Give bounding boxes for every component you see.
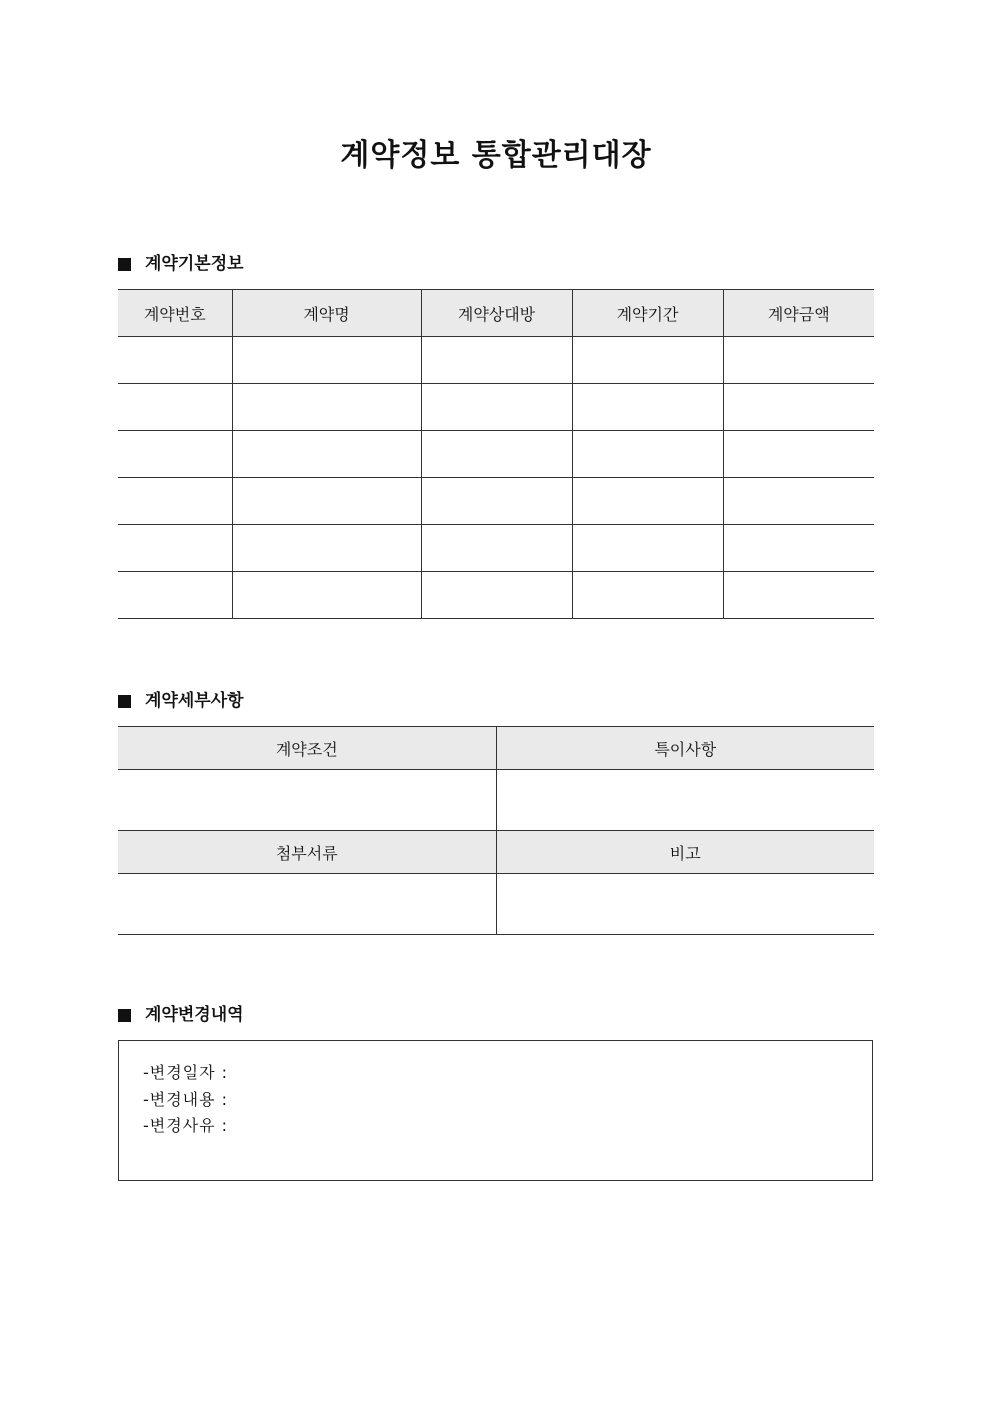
table-cell[interactable] xyxy=(232,337,421,384)
table-cell[interactable] xyxy=(723,478,874,525)
table-cell[interactable] xyxy=(723,431,874,478)
table-cell[interactable] xyxy=(421,431,572,478)
column-header-contract-period: 계약기간 xyxy=(572,290,723,337)
table-cell[interactable] xyxy=(572,478,723,525)
change-content-line: -변경내용 : xyxy=(143,1089,229,1109)
remarks-cell[interactable] xyxy=(496,874,874,935)
column-header-contract-number: 계약번호 xyxy=(118,290,232,337)
table-cell[interactable] xyxy=(232,384,421,431)
table-row xyxy=(118,431,874,478)
header-special-notes: 특이사항 xyxy=(496,727,874,770)
table-cell[interactable] xyxy=(421,478,572,525)
table-cell[interactable] xyxy=(421,572,572,619)
table-header-row xyxy=(118,831,874,874)
table-cell[interactable] xyxy=(421,337,572,384)
table-cell[interactable] xyxy=(232,478,421,525)
section-heading-label: 계약변경내역 xyxy=(145,1005,244,1025)
page-title: 계약정보 통합관리대장 xyxy=(340,138,652,173)
column-header-counterparty: 계약상대방 xyxy=(421,290,572,337)
table-cell[interactable] xyxy=(118,384,232,431)
header-attachments: 첨부서류 xyxy=(118,831,496,874)
table-row xyxy=(118,874,874,935)
table-cell[interactable] xyxy=(118,337,232,384)
contract-conditions-cell[interactable] xyxy=(118,770,496,831)
attachments-cell[interactable] xyxy=(118,874,496,935)
section-heading-change-history xyxy=(118,1003,244,1027)
table-cell[interactable] xyxy=(572,337,723,384)
table-cell[interactable] xyxy=(572,384,723,431)
details-table xyxy=(118,726,874,935)
table-row xyxy=(118,478,874,525)
table-header-row xyxy=(118,290,874,337)
table-header-row xyxy=(118,727,874,770)
column-header-contract-name: 계약명 xyxy=(232,290,421,337)
table-cell[interactable] xyxy=(118,525,232,572)
table-cell[interactable] xyxy=(118,572,232,619)
table-cell[interactable] xyxy=(572,572,723,619)
header-remarks: 비고 xyxy=(496,831,874,874)
table-cell[interactable] xyxy=(723,572,874,619)
section-heading-basic-info xyxy=(118,252,244,276)
table-cell[interactable] xyxy=(572,525,723,572)
special-notes-cell[interactable] xyxy=(496,770,874,831)
change-history-box[interactable] xyxy=(118,1040,873,1181)
black-square-icon xyxy=(118,1009,131,1022)
table-cell[interactable] xyxy=(232,572,421,619)
section-heading-label: 계약기본정보 xyxy=(145,254,244,274)
table-cell[interactable] xyxy=(232,525,421,572)
column-header-contract-amount: 계약금액 xyxy=(723,290,874,337)
table-cell[interactable] xyxy=(232,431,421,478)
section-heading-details xyxy=(118,689,244,713)
table-cell[interactable] xyxy=(421,525,572,572)
black-square-icon xyxy=(118,258,131,271)
table-cell[interactable] xyxy=(723,525,874,572)
table-cell[interactable] xyxy=(421,384,572,431)
black-square-icon xyxy=(118,695,131,708)
table-cell[interactable] xyxy=(723,337,874,384)
table-row xyxy=(118,770,874,831)
basic-info-table xyxy=(118,289,874,619)
table-row xyxy=(118,525,874,572)
table-cell[interactable] xyxy=(118,478,232,525)
table-cell[interactable] xyxy=(572,431,723,478)
change-reason-line: -변경사유 : xyxy=(143,1116,229,1135)
section-heading-label: 계약세부사항 xyxy=(145,691,244,711)
table-cell[interactable] xyxy=(118,431,232,478)
change-date-line: -변경일자 : xyxy=(143,1063,229,1082)
table-row xyxy=(118,572,874,619)
header-contract-conditions: 계약조건 xyxy=(118,727,496,770)
table-row xyxy=(118,384,874,431)
table-cell[interactable] xyxy=(723,384,874,431)
table-row xyxy=(118,337,874,384)
